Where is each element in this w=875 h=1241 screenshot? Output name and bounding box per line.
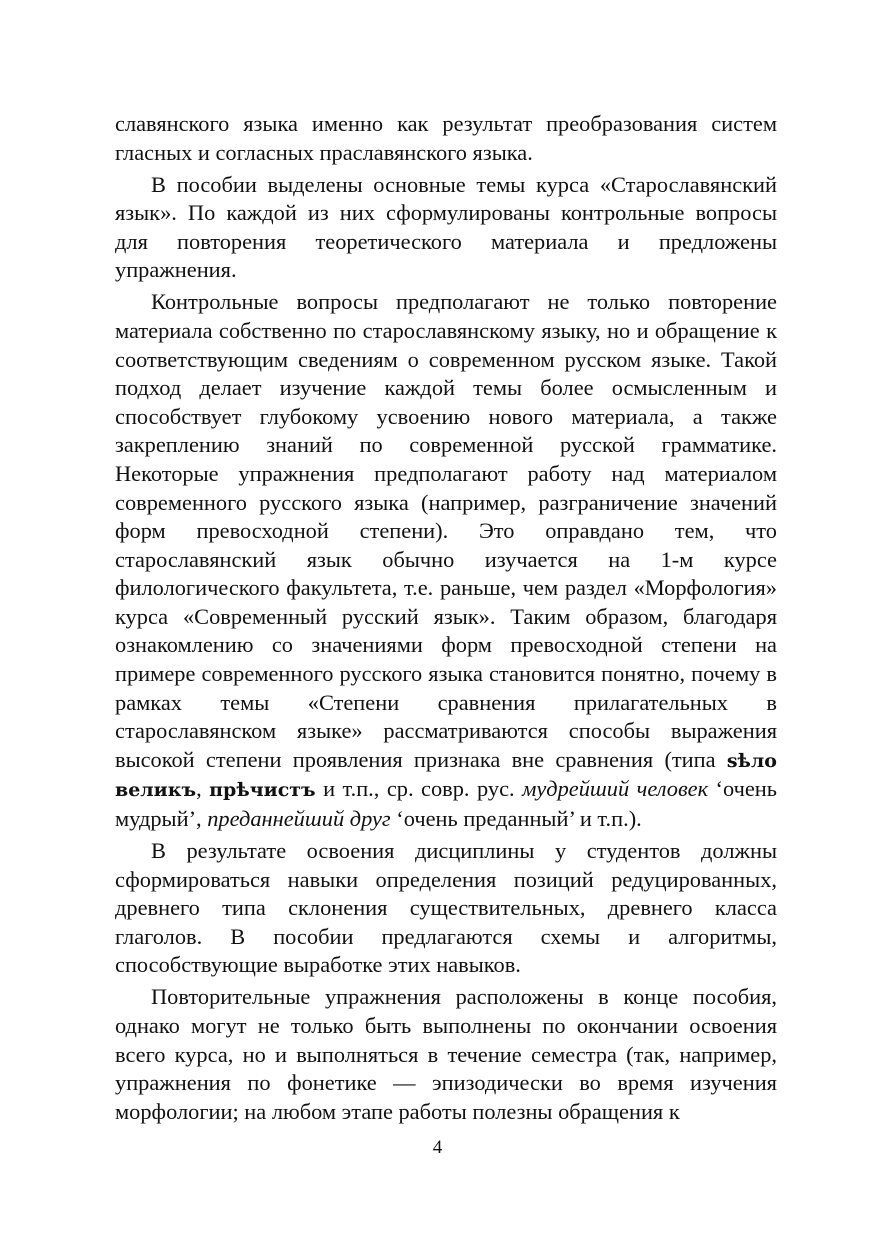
paragraph-1: славянского языка именно как результат преобразования систем гласных и согласных праславянского языка. xyxy=(115,111,777,165)
paragraph-3-sep: , xyxy=(196,776,210,802)
page-body xyxy=(115,110,777,1130)
paragraph-4: В результате освоения дисциплины у студентов должны сформироваться навыки определения позиций редуцированных, древнего типа склонения существительных, древнего класса глаголов. В пособии предлагаются схемы и алгоритмы, способствующие выработке этих навыков. xyxy=(115,838,777,978)
old-slavonic-example-1: ѕѣло великъ xyxy=(115,749,777,802)
page-number: 4 xyxy=(432,1137,443,1158)
paragraph-3-text-b: и т.п., ср. совр. рус. xyxy=(315,776,523,802)
old-slavonic-example-2: прѣчистъ xyxy=(209,779,316,802)
paragraph-3 xyxy=(115,288,777,833)
paragraph-2: В пособии выделены основные темы курса «Старославянский язык». По каждой из них сформулированы контрольные вопросы для повторения теоретического материала и предложены упражнения. xyxy=(115,171,777,283)
russian-example-1: мудрейший человек xyxy=(522,776,709,802)
paragraph-3-text-d: ‘очень преданный’ и т.п.). xyxy=(390,806,642,832)
russian-example-2: преданнейший друг xyxy=(207,806,391,832)
paragraph-3-text-c: ‘очень мудрый’, xyxy=(115,776,777,832)
paragraph-3-text-a: Контрольные вопросы предполагают не только повторение материала собственно по старославянскому языку, но и обращение к соответствующим сведениям о современном русском языке. Такой подход делает изучение каждой темы более осмысленным и способствует глубокому усвоению нового материала, а также закреплению знаний по современной русской грамматике. Некоторые упражнения предполагают работу над материалом современного русского языка (например, разграничение значений форм превосходной степени). Это оправдано тем, что старославянский язык обычно изучается на 1-м курсе филологического факультета, т.е. раньше, чем раздел «Морфология» курса «Современный русский язык». Таким образом, благодаря ознакомлению со значениями форм превосходной степени на примере современного русского языка становится понятно, почему в рамках темы «Степени сравнения прилагательных в старославянском языке» рассматриваются способы выражения высокой степени проявления признака вне сравнения (типа xyxy=(115,289,777,772)
paragraph-5: Повторительные упражнения расположены в конце пособия, однако могут не только быть выполнены по окончании освоения всего курса, но и выполняться в течение семестра (так, например, упражнения по фонетике — эпизодически во время изучения морфологии; на любом этапе работы полезны обращения к xyxy=(115,984,777,1124)
